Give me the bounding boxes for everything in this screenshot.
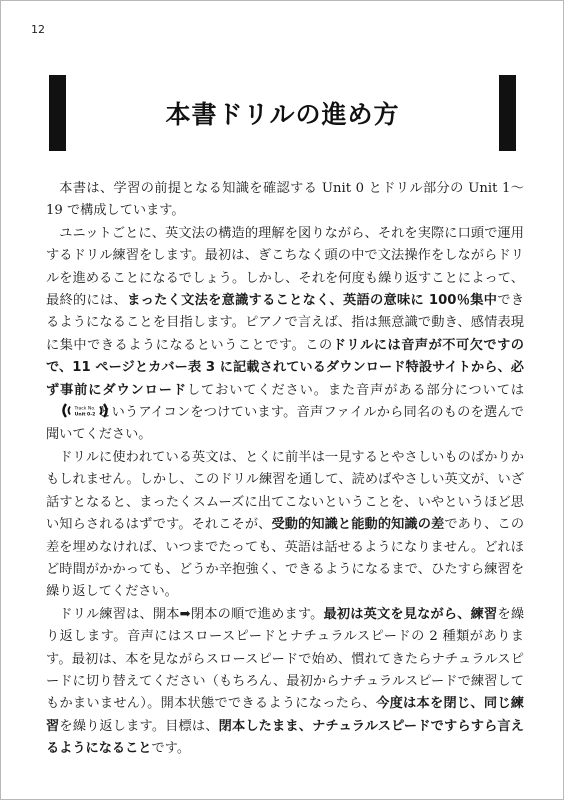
emphasis-text: 最初は英文を見ながら、練習 bbox=[323, 606, 498, 622]
body-text-run: ドリル練習は、開本➡閉本の順で進めます。 bbox=[59, 606, 324, 622]
audio-icon-line2: Unit 0-2 bbox=[74, 412, 96, 418]
body-text-run: ドリルに使われている英文は、とくに前半は一見するとやさしいものばかりかもしれません。しかし、このドリル練習を通して、読めばやさしい英文が、いざ話すとなると、まったくスムーズに出てこないということを、いやというほど思い知らされるはずです。それこそが、 bbox=[46, 449, 524, 533]
emphasis-text: 閉本したまま、ナチュラルスピードですらすら言えるようになること bbox=[46, 718, 524, 757]
paragraph bbox=[46, 447, 524, 604]
body-text-run: です。 bbox=[151, 741, 191, 757]
paragraph bbox=[46, 178, 524, 223]
paragraph bbox=[46, 223, 524, 447]
body-text-run: ユニットごとに、英文法の構造的理解を図りながら、それを実際に口頭で運用するドリル練習をします。最初は、ぎこちなく頭の中で文法操作をしながらドリルを進めることになるでしょう。しかし、それを何度も繰り返すことによって、最終的には、 bbox=[46, 225, 524, 309]
title-right-bar bbox=[499, 75, 516, 151]
emphasis-text: まったく文法を意識することなく、英語の意味に 100％集中 bbox=[127, 293, 498, 309]
title-band bbox=[49, 75, 516, 151]
audio-icon-line1: Track No. bbox=[74, 406, 96, 412]
audio-track-icon bbox=[47, 403, 97, 418]
body-text-run: というアイコンをつけています。音声ファイルから同名のものを選んで聞いてください。 bbox=[46, 405, 524, 443]
paragraph bbox=[46, 604, 524, 761]
emphasis-text: ドリルには音声が不可欠ですので、11 ページとカバー表 3 に記載されているダウンロード特設サイトから、必ず事前にダウンロード bbox=[46, 337, 524, 398]
body-text bbox=[46, 178, 524, 761]
emphasis-text: 今度は本を閉じ、同じ練習 bbox=[46, 696, 524, 734]
page-number: 12 bbox=[31, 23, 45, 36]
body-text-run: を繰り返します。目標は、 bbox=[59, 718, 219, 734]
body-text-run: であり、この差を埋めなければ、いつまでたっても、英語は話せるようになりません。どれほど時間がかかっても、どうか辛抱強く、できるようになるまで、ひたすら練習を繰り返してください。 bbox=[46, 517, 525, 600]
body-text-run: を繰り返します。音声にはスロースピードとナチュラルスピードの 2 種類があります。最初は、本を見ながらスロースピードで始め、慣れてきたらナチュラルスピードに切り替えてください（もちろん、最初からナチュラルスピードで練習してもかまいません）。開本状態でできるようになったら、 bbox=[46, 606, 525, 712]
body-text-run: しておいてください。また音声がある部分については bbox=[186, 382, 525, 398]
page-title: 本書ドリルの進め方 bbox=[165, 100, 400, 129]
emphasis-text: 受動的知識と能動的知識の差 bbox=[271, 517, 445, 533]
body-text-run: できるようになることを目指します。ピアノで言えば、指は無意識で動き、感情表現に集中できるようになるということです。この bbox=[46, 293, 525, 353]
body-text-run: 本書は、学習の前提となる知識を確認する Unit 0 とドリル部分の Unit 1〜19 で構成しています。 bbox=[46, 181, 524, 219]
